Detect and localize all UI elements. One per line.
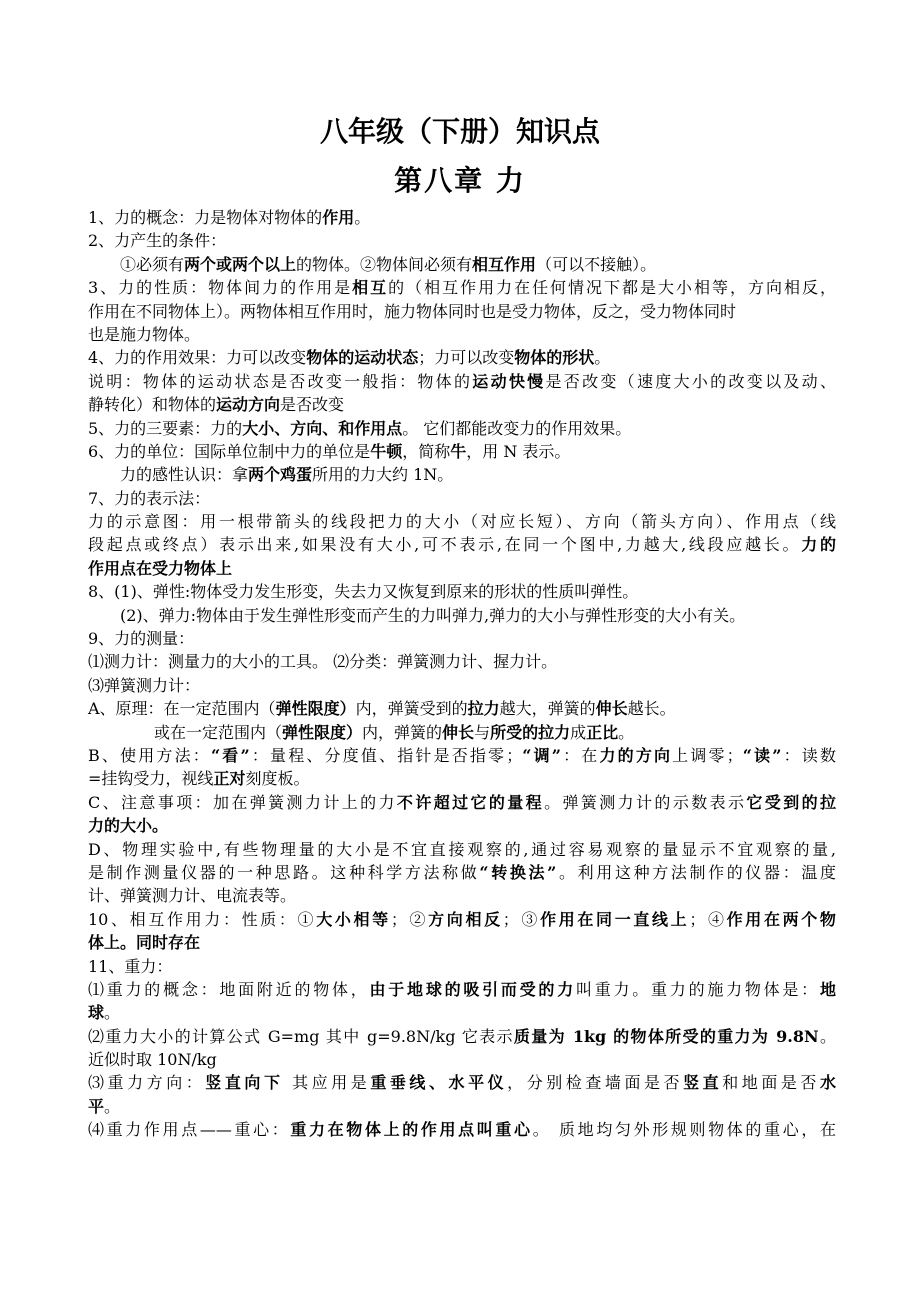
text-span: ⑶弹簧测力计： (88, 675, 201, 695)
text-line (88, 955, 836, 978)
text-span: ：在 (560, 745, 600, 765)
text-line (88, 463, 836, 486)
text-span: ，简称 (402, 441, 451, 461)
bold-text: 正对 (213, 769, 246, 789)
text-line (88, 323, 836, 346)
bold-text: 作用在同一直线上 (540, 909, 690, 929)
text-line (88, 1001, 836, 1024)
bold-text: 平 (88, 1096, 105, 1116)
bold-text: 弹性限度） (282, 722, 363, 742)
bold-text: 两个或两个以上 (184, 254, 297, 274)
text-span: 作用在不同物体上）。两物体相互作用时，施力物体同时也是受力物体，反之，受力物体同时 (88, 301, 737, 321)
text-line (88, 884, 836, 907)
bold-text: 重垂线、水平仪 (370, 1073, 508, 1093)
text-span: 成 (570, 722, 587, 742)
text-span: ⑵重力大小的计算公式 G=mg 其中 g=9.8N/kg 它表示 (88, 1026, 514, 1046)
text-span: 8、(1)、弹性:物体受力发生形变，失去力又恢复到原来的形状的性质叫弹性。 (88, 582, 639, 602)
text-span: 叫重力。重力的施力物体是： (575, 979, 820, 999)
text-span: ⑶重力方向： (88, 1073, 206, 1093)
text-span: B、使用方法： (88, 745, 211, 765)
bold-text: 作用 (322, 208, 355, 227)
bold-text: 拉力 (467, 699, 500, 719)
text-span: ；力可以改变 (418, 348, 515, 368)
text-span: 6、力的单位：国际单位制中力的单位是 (88, 441, 371, 461)
bold-text: 竖直 (683, 1073, 723, 1093)
text-span: 。弹簧测力计的示数表示 (544, 792, 747, 812)
text-line (88, 931, 836, 954)
text-span: ；④ (689, 909, 727, 929)
text-span: (2)、弹力:物体由于发生弹性形变而产生的力叫弹力,弹力的大小与弹性形变的大小有关。 (120, 605, 746, 625)
text-line (88, 674, 836, 697)
bold-text: 弹性限度） (275, 699, 356, 719)
text-span: 1、力的概念：力是物体对物体的 (88, 208, 323, 227)
bold-text: 地 (819, 979, 836, 999)
text-span: D、物理实验中,有些物理量的大小是不宜直接观察的,通过容易观察的量显示不宜观察的量, (88, 839, 836, 859)
text-span: 是制作测量仪器的一种思路。这种科学方法称做 (88, 862, 480, 882)
bold-text: 由于地球的吸引而受的力 (369, 979, 576, 999)
bold-text: 体上。同时存在 (88, 933, 201, 953)
bold-text: 物体的形状 (514, 348, 595, 368)
bold-text: “转换法” (479, 862, 557, 882)
bold-text: 正比 (586, 722, 619, 742)
text-span: 的（相互作用力在任何情况下都是大小相等，方向相反， (388, 278, 836, 298)
text-span: 段起点或终点）表示出来,如果没有大小,可不表示,在同一个图中,力越大,线段应越长。 (88, 535, 802, 555)
text-span: ，用 N 表示。 (466, 441, 571, 461)
text-line (88, 393, 836, 416)
bold-text: 力的 (801, 535, 836, 555)
text-span: 5、力的三要素：力的 (88, 418, 243, 438)
text-span: 力的感性认识：拿 (120, 465, 249, 485)
text-span: 。 (594, 348, 611, 368)
text-line (88, 557, 836, 580)
text-span: 11、重力： (88, 956, 173, 976)
text-span: 9、力的测量： (88, 629, 195, 649)
text-span: ，分别检查墙面是否 (507, 1073, 684, 1093)
text-span: ①必须有 (120, 254, 185, 274)
document-body (88, 206, 836, 1142)
text-span: 静转化）和物体的 (88, 395, 217, 415)
text-span: 内，弹簧受到的 (355, 699, 468, 719)
text-line (88, 604, 836, 627)
bold-text: 竖直向下 (205, 1073, 284, 1093)
text-span: ；② (390, 909, 429, 929)
text-line (88, 1095, 836, 1118)
bold-text: “读” (742, 745, 782, 765)
text-line (88, 1118, 836, 1141)
bold-text: 力的方向 (599, 745, 673, 765)
text-span: 3、力的性质：物体间力的作用是 (88, 278, 353, 298)
bold-text: 运动方向 (216, 395, 281, 415)
bold-text: 作用点在受力物体上 (88, 558, 233, 578)
text-line (88, 417, 836, 440)
text-span: ⑷重力作用点——重心： (88, 1120, 291, 1140)
text-span: 。 质地均匀外形规则物体的重心，在 (532, 1120, 836, 1140)
bold-text: 质量为 1kg 的物体所受的重力为 9.8N (513, 1026, 819, 1046)
text-span: 内，弹簧的 (362, 722, 443, 742)
text-span: 的物体。②物体间必须有 (296, 254, 473, 274)
text-span: 力的示意图：用一根带箭头的线段把力的大小（对应长短）、方向（箭头方向）、作用点（线 (88, 512, 836, 532)
text-line (88, 229, 836, 252)
text-line (88, 1071, 836, 1094)
text-line (88, 276, 836, 299)
text-span: ：读数 (781, 745, 836, 765)
text-span: ；③ (502, 909, 541, 929)
text-line (88, 440, 836, 463)
bold-text: 力的大小。 (88, 816, 169, 836)
bold-text: 牛 (450, 441, 467, 461)
text-line (88, 1048, 836, 1071)
bold-text: 方向相反 (428, 909, 503, 929)
text-span: 说明：物体的运动状态是否改变一般指：物体的 (88, 371, 473, 391)
text-line (88, 767, 836, 790)
text-line (88, 253, 836, 276)
chapter-title: 第八章 力 (394, 164, 526, 197)
text-line (88, 580, 836, 603)
bold-text: 大小、方向、和作用点 (242, 418, 403, 438)
bold-text: 物体的运动状态 (306, 348, 419, 368)
bold-text: 它受到的拉 (746, 792, 836, 812)
text-line (88, 650, 836, 673)
document-title: 八年级（下册）知识点 (319, 115, 600, 148)
text-span: 越长。 (627, 699, 676, 719)
text-line (88, 206, 836, 229)
text-span: 4、力的作用效果：力可以改变 (88, 348, 307, 368)
bold-text: 大小相等 (316, 909, 391, 929)
bold-text: 牛顿 (370, 441, 403, 461)
text-span: 2、力产生的条件： (88, 231, 227, 251)
text-line (88, 908, 836, 931)
text-span: 。利用这种方法制作的仪器：温度 (556, 862, 836, 882)
text-span: 。 (618, 722, 635, 742)
text-span: 上调零； (672, 745, 743, 765)
text-span: 或在一定范围内（ (154, 722, 283, 742)
text-line (88, 791, 836, 814)
bold-text: 运动快慢 (472, 371, 546, 391)
bold-text: 伸长 (442, 722, 475, 742)
text-span: A、原理：在一定范围内（ (88, 699, 276, 719)
text-span: 越大，弹簧的 (499, 699, 596, 719)
text-line (88, 1025, 836, 1048)
text-span: 。 (104, 1003, 121, 1023)
bold-text: “看” (210, 745, 250, 765)
text-line (88, 861, 836, 884)
text-span: 刻度板。 (245, 769, 310, 789)
text-span: 。 (818, 1026, 836, 1046)
text-span: 10、相互作用力：性质：① (88, 909, 317, 929)
text-line (88, 533, 836, 556)
text-span: 是否改变（速度大小的改变以及动、 (545, 371, 836, 391)
text-span: 其应用是 (283, 1073, 371, 1093)
text-span: 是否改变 (280, 395, 345, 415)
bold-text: 相互作用 (472, 254, 537, 274)
text-span: 。 (354, 208, 371, 227)
bold-text: 两个鸡蛋 (248, 465, 313, 485)
text-line (88, 978, 836, 1001)
text-span: 计、弹簧测力计、电流表等。 (88, 886, 297, 906)
bold-text: “调” (522, 745, 561, 765)
bold-text: 球 (88, 1003, 105, 1023)
text-span: 与 (474, 722, 491, 742)
text-span: 和地面是否 (722, 1073, 820, 1093)
text-span: C、注意事项：加在弹簧测力计上的力 (88, 792, 397, 812)
bold-text: 不许超过它的量程 (396, 792, 545, 812)
text-span: （可以不接触）。 (536, 254, 657, 274)
bold-text: 水 (819, 1073, 836, 1093)
text-line (88, 721, 836, 744)
bold-text: 重力在物体上的作用点叫重心 (290, 1120, 533, 1140)
text-span: ⑴测力计：测量力的大小的工具。 ⑵分类：弹簧测力计、握力计。 (88, 652, 558, 672)
bold-text: 伸长 (595, 699, 628, 719)
text-span: 也是施力物体。 (88, 324, 201, 344)
text-span: 。 (104, 1096, 121, 1116)
text-span: 。 它们都能改变力的作用效果。 (402, 418, 632, 438)
text-line (88, 838, 836, 861)
text-line (88, 814, 836, 837)
text-line (88, 346, 836, 369)
text-line (88, 510, 836, 533)
bold-text: 相互 (352, 278, 389, 298)
text-line (88, 370, 836, 393)
text-span: 所用的力大约 1N。 (312, 465, 454, 485)
text-line (88, 697, 836, 720)
text-line (88, 627, 836, 650)
bold-text: 所受的拉力 (490, 722, 571, 742)
bold-text: 作用在两个物 (726, 909, 836, 929)
text-line (88, 300, 836, 323)
text-span: 近似时取 10N/kg (88, 1050, 217, 1070)
text-span: ⑴重力的概念：地面附近的物体， (88, 979, 370, 999)
text-line (88, 744, 836, 767)
text-span: ：量程、分度值、指针是否指零； (249, 745, 523, 765)
text-line (88, 487, 836, 510)
text-span: 7、力的表示法： (88, 488, 211, 508)
text-span: =挂钩受力，视线 (88, 769, 214, 789)
